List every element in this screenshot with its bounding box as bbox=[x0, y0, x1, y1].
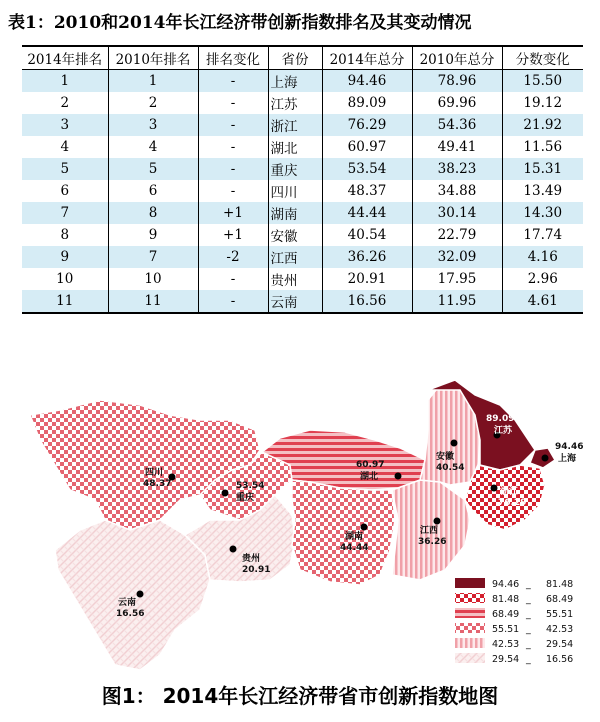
table-row bbox=[22, 224, 583, 246]
cell-score-change: 17.74 bbox=[502, 224, 583, 246]
cell-score-2010: 49.41 bbox=[412, 136, 502, 158]
map-score-zhejiang: 76.29 bbox=[498, 498, 527, 508]
cell-province: 云南 bbox=[268, 290, 322, 313]
legend-item-4 bbox=[455, 623, 573, 635]
cell-rank-change: - bbox=[198, 158, 268, 180]
svg-text:16.56: 16.56 bbox=[546, 654, 574, 665]
cell-province: 浙江 bbox=[268, 114, 322, 136]
svg-text:81.48: 81.48 bbox=[492, 594, 520, 605]
cell-rank-2014: 8 bbox=[60, 227, 70, 243]
table-row bbox=[22, 180, 583, 202]
cell-rank-2010: 8 bbox=[108, 202, 198, 224]
cell-rank-2010: 2 bbox=[108, 92, 198, 114]
legend-item-1 bbox=[455, 578, 573, 590]
legend-item-5 bbox=[455, 638, 573, 650]
cell-rank-change: - bbox=[198, 290, 268, 313]
cell-province: 上海 bbox=[268, 70, 322, 93]
table-row bbox=[22, 246, 583, 268]
svg-text:_: _ bbox=[526, 654, 531, 665]
cell-rank-2010: 9 bbox=[108, 224, 198, 246]
cell-rank-2010: 5 bbox=[108, 158, 198, 180]
cell-score-change: 21.92 bbox=[502, 114, 583, 136]
map-name-chongqing: 重庆 bbox=[236, 493, 255, 503]
cell-score-2010: 38.23 bbox=[412, 158, 502, 180]
svg-text:42.53: 42.53 bbox=[546, 624, 574, 635]
table-row bbox=[22, 92, 583, 114]
map-score-sichuan: 48.37 bbox=[143, 479, 172, 489]
cell-rank-2010: 1 bbox=[108, 70, 198, 93]
svg-text:81.48: 81.48 bbox=[546, 579, 574, 590]
cell-score-change: 4.16 bbox=[502, 246, 583, 268]
map-score-hubei: 60.97 bbox=[356, 460, 385, 470]
map-name-jiangxi: 江西 bbox=[420, 526, 439, 536]
map-name-guizhou: 贵州 bbox=[242, 554, 261, 564]
legend-item-6 bbox=[455, 653, 573, 665]
svg-text:_: _ bbox=[526, 594, 531, 605]
cell-score-2010: 17.95 bbox=[412, 268, 502, 290]
cell-rank-2014: 2 bbox=[60, 95, 70, 111]
cell-province: 湖南 bbox=[268, 202, 322, 224]
map-name-sichuan: 四川 bbox=[145, 468, 164, 478]
ranking-table bbox=[22, 45, 583, 314]
cell-score-2010: 30.14 bbox=[412, 202, 502, 224]
map-name-zhejiang: 浙江 bbox=[500, 487, 519, 497]
map-name-hunan: 湖南 bbox=[345, 532, 364, 542]
svg-text:_: _ bbox=[526, 624, 531, 635]
cell-score-2014: 60.97 bbox=[322, 136, 412, 158]
cell-score-change: 15.31 bbox=[502, 158, 583, 180]
cell-rank-2014: 9 bbox=[22, 246, 108, 268]
cell-province: 四川 bbox=[268, 180, 322, 202]
province-hunan bbox=[292, 480, 395, 585]
cell-rank-change: +1 bbox=[198, 224, 268, 246]
table-row bbox=[22, 114, 583, 136]
cell-rank-2014: 1 bbox=[22, 70, 108, 93]
cell-province: 重庆 bbox=[268, 158, 322, 180]
cell-rank-2014: 7 bbox=[22, 202, 108, 224]
cell-score-2010: 11.95 bbox=[412, 290, 502, 313]
table-row bbox=[22, 136, 583, 158]
cell-rank-change: - bbox=[198, 70, 268, 93]
cell-rank-2014: 3 bbox=[22, 114, 108, 136]
table-header-row bbox=[22, 46, 583, 70]
svg-text:42.53: 42.53 bbox=[492, 639, 520, 650]
cell-rank-change: - bbox=[198, 268, 268, 290]
cell-score-2014: 40.54 bbox=[322, 224, 412, 246]
cell-score-2014: 76.29 bbox=[322, 114, 412, 136]
map-score-yunnan: 16.56 bbox=[116, 609, 145, 619]
header-score-change: 分数变化 bbox=[502, 46, 583, 70]
cell-score-2010: 32.09 bbox=[412, 246, 502, 268]
svg-text:_: _ bbox=[526, 609, 531, 620]
map-score-jiangsu: 89.09 bbox=[486, 414, 515, 424]
cell-score-2014: 36.26 bbox=[322, 246, 412, 268]
map-name-anhui: 安徽 bbox=[436, 452, 455, 462]
cell-score-change: 13.49 bbox=[502, 180, 583, 202]
cell-score-change: 15.50 bbox=[502, 70, 583, 93]
cell-score-2014: 16.56 bbox=[322, 290, 412, 313]
header-province: 省份 bbox=[268, 46, 322, 70]
cell-rank-2010: 6 bbox=[108, 180, 198, 202]
map-score-shanghai: 94.46 bbox=[555, 442, 584, 452]
cell-province: 安徽 bbox=[268, 224, 322, 246]
svg-text:68.49: 68.49 bbox=[492, 609, 520, 620]
svg-text:29.54: 29.54 bbox=[546, 639, 574, 650]
table-row bbox=[22, 202, 583, 224]
cell-score-change: 14.30 bbox=[502, 202, 583, 224]
header-score-2010: 2010年总分 bbox=[412, 46, 502, 70]
map-name-jiangsu: 江苏 bbox=[494, 426, 513, 436]
cell-rank-2014: 10 bbox=[56, 271, 74, 287]
header-rank-2014: 2014年排名 bbox=[22, 46, 108, 70]
cell-score-2010: 34.88 bbox=[412, 180, 502, 202]
cell-rank-change: - bbox=[198, 180, 268, 202]
cell-rank-2014: 5 bbox=[22, 158, 108, 180]
cell-rank-change: - bbox=[198, 136, 268, 158]
map-score-guizhou: 20.91 bbox=[242, 565, 271, 575]
cell-rank-2014: 11 bbox=[22, 290, 108, 313]
cell-rank-change: - bbox=[198, 92, 268, 114]
province-yunnan bbox=[55, 520, 210, 670]
cell-rank-2014: 4 bbox=[60, 139, 70, 155]
cell-province: 湖北 bbox=[268, 136, 322, 158]
cell-score-change: 2.96 bbox=[502, 268, 583, 290]
svg-text:_: _ bbox=[526, 639, 531, 650]
cell-rank-2014: 6 bbox=[60, 183, 70, 199]
legend-item-2 bbox=[455, 593, 573, 605]
cell-score-2014: 53.54 bbox=[322, 158, 412, 180]
cell-province: 江西 bbox=[268, 246, 322, 268]
cell-rank-2010: 7 bbox=[108, 246, 198, 268]
table-row bbox=[22, 158, 583, 180]
map-name-yunnan: 云南 bbox=[118, 598, 137, 608]
svg-text:29.54: 29.54 bbox=[492, 654, 520, 665]
cell-score-2014: 48.37 bbox=[322, 180, 412, 202]
cell-province: 江苏 bbox=[268, 92, 322, 114]
cell-score-2010: 54.36 bbox=[412, 114, 502, 136]
cell-rank-change: +1 bbox=[198, 202, 268, 224]
map-name-hubei: 湖北 bbox=[360, 472, 379, 482]
cell-rank-2010: 11 bbox=[108, 290, 198, 313]
cell-score-change: 4.61 bbox=[502, 290, 583, 313]
map-legend bbox=[455, 578, 573, 665]
cell-score-2014: 94.46 bbox=[322, 70, 412, 93]
header-rank-change: 排名变化 bbox=[198, 46, 268, 70]
map-score-chongqing: 53.54 bbox=[236, 481, 265, 491]
cell-score-2010: 78.96 bbox=[412, 70, 502, 93]
svg-text:55.51: 55.51 bbox=[546, 609, 574, 620]
cell-score-2010: 69.96 bbox=[412, 92, 502, 114]
cell-province: 贵州 bbox=[268, 268, 322, 290]
cell-score-change: 11.56 bbox=[502, 136, 583, 158]
cell-score-2014: 20.91 bbox=[322, 268, 412, 290]
svg-text:55.51: 55.51 bbox=[492, 624, 520, 635]
cell-score-2014: 44.44 bbox=[322, 202, 412, 224]
table-row bbox=[22, 290, 583, 313]
header-score-2014: 2014年总分 bbox=[322, 46, 412, 70]
cell-score-2014: 89.09 bbox=[322, 92, 412, 114]
cell-score-2010: 22.79 bbox=[412, 224, 502, 246]
svg-text:68.49: 68.49 bbox=[546, 594, 574, 605]
cell-rank-change: - bbox=[198, 114, 268, 136]
cell-rank-change: -2 bbox=[198, 246, 268, 268]
svg-text:_: _ bbox=[526, 579, 531, 590]
map-name-shanghai: 上海 bbox=[558, 454, 577, 464]
svg-text:94.46: 94.46 bbox=[492, 579, 520, 590]
map-score-jiangxi: 36.26 bbox=[418, 537, 447, 547]
figure-title: 图1： 2014年长江经济带省市创新指数地图 bbox=[101, 684, 499, 708]
cell-rank-2010: 4 bbox=[108, 136, 198, 158]
map-score-anhui: 40.54 bbox=[436, 463, 465, 473]
cell-rank-2010: 10 bbox=[108, 268, 198, 290]
table-row bbox=[22, 268, 583, 290]
legend-item-3 bbox=[455, 608, 573, 620]
table-row bbox=[22, 70, 583, 93]
map-score-hunan: 44.44 bbox=[340, 543, 369, 553]
cell-score-change: 19.12 bbox=[502, 92, 583, 114]
header-rank-2010: 2010年排名 bbox=[108, 46, 198, 70]
table-title: 表1：2010和2014年长江经济带创新指数排名及其变动情况 bbox=[8, 13, 472, 33]
cell-rank-2010: 3 bbox=[108, 114, 198, 136]
innovation-index-map bbox=[0, 370, 600, 675]
